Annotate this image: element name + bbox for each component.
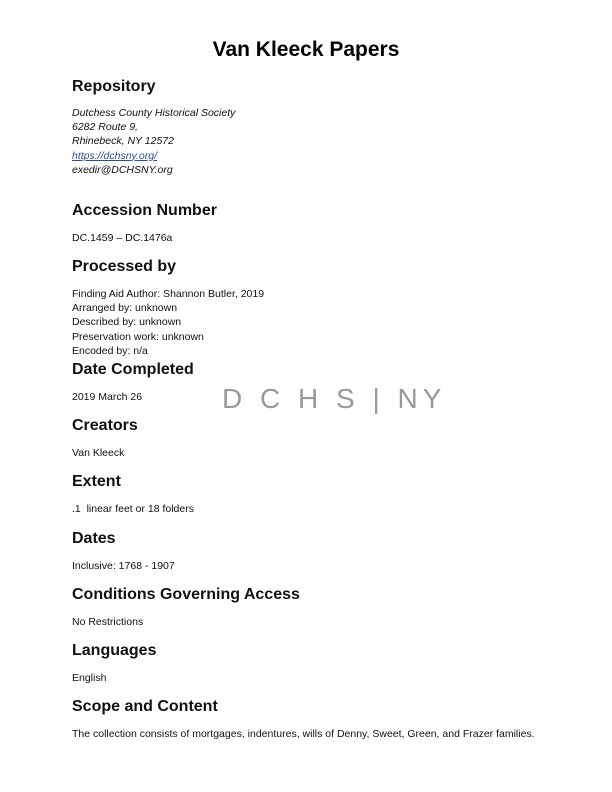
- scope-section: [72, 697, 572, 741]
- processed-line: Arranged by: unknown: [72, 302, 178, 315]
- creators-value: Van Kleeck: [72, 447, 125, 459]
- processed-line: Encoded by: n/a: [72, 344, 148, 357]
- languages-heading: Languages: [72, 642, 157, 659]
- scope-heading: Scope and Content: [72, 698, 218, 715]
- processed-line: Finding Aid Author: Shannon Butler, 2019: [72, 288, 265, 300]
- processed-heading: Processed by: [72, 258, 177, 275]
- creators-heading: Creators: [72, 417, 138, 434]
- repository-name: Dutchess County Historical Society: [72, 107, 236, 119]
- dchs-watermark: D C H S | NY: [222, 383, 447, 414]
- dates-heading: Dates: [72, 530, 116, 547]
- languages-value: English: [72, 672, 107, 684]
- repository-address-line1: 6282 Route 9,: [72, 121, 138, 134]
- accession-heading: Accession Number: [72, 202, 217, 219]
- access-heading: Conditions Governing Access: [72, 586, 300, 603]
- page-title: Van Kleeck Papers: [212, 38, 400, 61]
- repository-email: exedir@DCHSNY.org: [72, 163, 173, 176]
- repository-section: [72, 77, 572, 177]
- repository-heading: Repository: [72, 78, 156, 95]
- languages-section: [72, 641, 572, 685]
- processed-line: Preservation work: unknown: [72, 330, 204, 343]
- repository-website-link[interactable]: https://dchsny.org/: [72, 149, 158, 162]
- extent-value: .1 linear feet or 18 folders: [72, 503, 194, 515]
- processed-section: [72, 257, 572, 358]
- creators-section: [72, 416, 572, 460]
- access-section: [72, 585, 572, 629]
- extent-heading: Extent: [72, 473, 121, 490]
- scope-value: The collection consists of mortgages, indentures, wills of Denny, Sweet, Green, and Frazer families.: [72, 728, 535, 740]
- repository-address-line2: Rhinebeck, NY 12572: [72, 135, 174, 148]
- access-value: No Restrictions: [72, 616, 144, 628]
- extent-section: [72, 472, 572, 516]
- processed-line: Described by: unknown: [72, 316, 182, 329]
- dates-value: Inclusive: 1768 - 1907: [72, 560, 175, 572]
- accession-value: DC.1459 – DC.1476a: [72, 232, 173, 244]
- accession-section: [72, 201, 572, 245]
- date-completed-value: 2019 March 26: [72, 391, 143, 403]
- date-completed-heading: Date Completed: [72, 361, 194, 378]
- dates-section: [72, 529, 572, 573]
